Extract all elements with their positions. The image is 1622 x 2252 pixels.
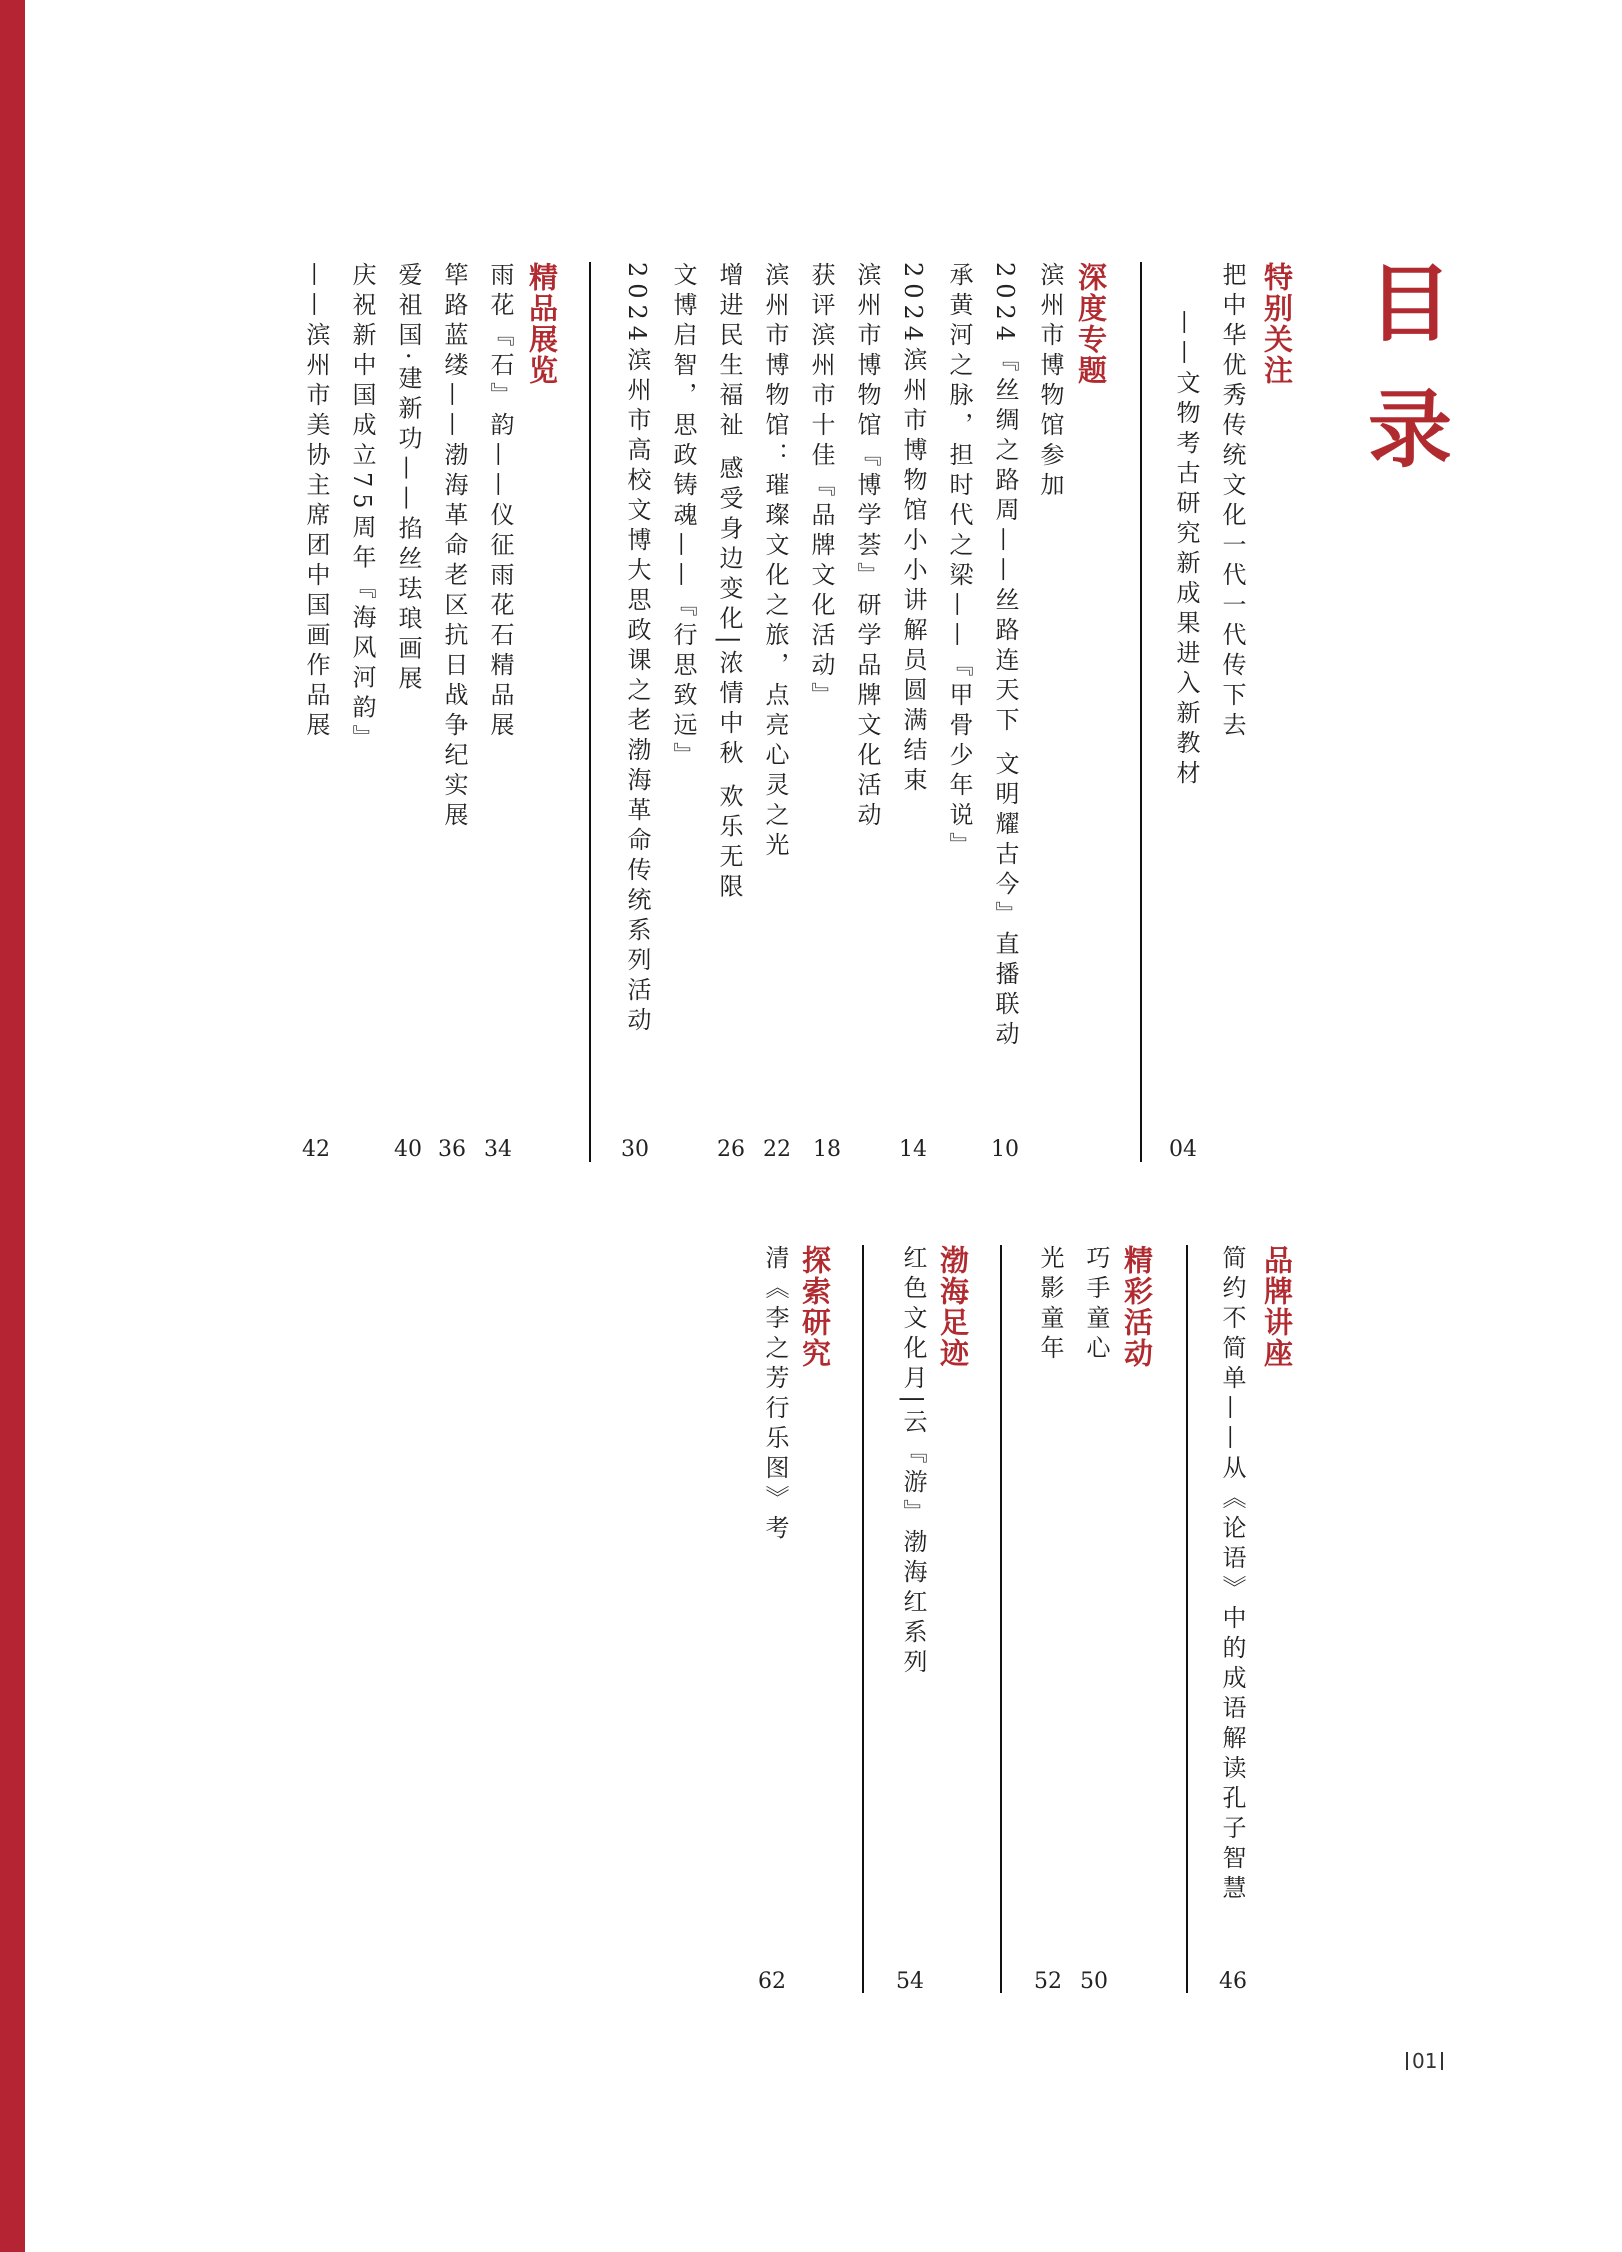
toc-entry-line[interactable]: 巧手童心	[1082, 1245, 1110, 1365]
toc-entry-line[interactable]: 获评滨州市十佳『品牌文化活动』	[807, 262, 835, 712]
toc-entry-line[interactable]: ——文物考古研究新成果进入新教材	[1172, 310, 1200, 790]
toc-entry-line[interactable]: 2024『丝绸之路周——丝路连天下 文明耀古今』直播联动	[991, 262, 1019, 1051]
folio-number: 01	[1412, 2049, 1438, 2073]
page-number[interactable]: 62	[758, 1969, 786, 1994]
section-divider-line	[589, 262, 591, 1162]
toc-entry-line[interactable]: 承黄河之脉，担时代之梁——『甲骨少年说』	[945, 262, 973, 862]
toc-entry-line[interactable]: 2024滨州市高校文博大思政课之老渤海革命传统系列活动	[623, 262, 651, 1038]
page-number[interactable]: 46	[1219, 1969, 1247, 1994]
section-heading-special-focus: 特别关注	[1260, 262, 1294, 386]
page-number[interactable]: 22	[763, 1137, 791, 1162]
section-divider-line	[1186, 1245, 1188, 1993]
section-heading-bohai-footprints: 渤海足迹	[936, 1245, 970, 1369]
page-number[interactable]: 14	[899, 1137, 927, 1162]
toc-entry-line[interactable]: ——滨州市美协主席团中国画作品展	[302, 262, 330, 742]
page-number[interactable]: 30	[621, 1137, 649, 1162]
page-folio	[1402, 2049, 1447, 2073]
page-number[interactable]: 04	[1169, 1137, 1197, 1162]
left-red-border	[0, 0, 25, 2252]
toc-title-char-2: 录	[1368, 380, 1453, 479]
toc-entry-line[interactable]: 光影童年	[1036, 1245, 1064, 1365]
toc-entry-line[interactable]: 滨州市博物馆参加	[1036, 262, 1064, 502]
page-number[interactable]: 54	[896, 1969, 924, 1994]
toc-entry-line[interactable]: 筚路蓝缕——渤海革命老区抗日战争纪实展	[440, 262, 468, 832]
toc-entry-line[interactable]: 清《李之芳行乐图》考	[761, 1245, 789, 1545]
section-heading-in-depth: 深度专题	[1074, 262, 1108, 386]
toc-entry-line[interactable]: 雨花『石』韵——仪征雨花石精品展	[486, 262, 514, 742]
toc-entry-line[interactable]: 滨州市博物馆：璀璨文化之旅，点亮心灵之光	[761, 262, 789, 862]
toc-entry-line[interactable]: 庆祝新中国成立75周年『海风河韵』	[348, 262, 376, 755]
page-number[interactable]: 52	[1034, 1969, 1062, 1994]
page-number[interactable]: 36	[438, 1137, 466, 1162]
page-number[interactable]: 50	[1080, 1969, 1108, 1994]
toc-entry-line[interactable]: 增进民生福祉 感受身边变化|浓情中秋 欢乐无限	[715, 262, 743, 904]
section-heading-activities: 精彩活动	[1120, 1245, 1154, 1369]
page-number[interactable]: 42	[302, 1137, 330, 1162]
page-number[interactable]: 10	[991, 1137, 1019, 1162]
toc-entry-line[interactable]: 红色文化月|云『游』渤海红系列	[899, 1245, 927, 1680]
section-heading-brand-lectures: 品牌讲座	[1260, 1245, 1294, 1369]
toc-entry-line[interactable]: 滨州市博物馆『博学荟』研学品牌文化活动	[853, 262, 881, 832]
section-divider-line	[1140, 262, 1142, 1162]
section-heading-research: 探索研究	[798, 1245, 832, 1369]
toc-title-char-1: 目	[1368, 254, 1453, 353]
section-divider-line	[1000, 1245, 1002, 1993]
toc-entry-line[interactable]: 把中华优秀传统文化一代一代传下去	[1218, 262, 1246, 742]
section-heading-exhibitions: 精品展览	[525, 262, 559, 386]
toc-entry-line[interactable]: 2024滨州市博物馆小小讲解员圆满结束	[899, 262, 927, 798]
page-number[interactable]: 18	[813, 1137, 841, 1162]
page-number[interactable]: 34	[484, 1137, 512, 1162]
toc-entry-line[interactable]: 爱祖国·建新功——掐丝珐琅画展	[394, 262, 422, 696]
toc-entry-line[interactable]: 简约不简单——从《论语》中的成语解读孔子智慧	[1218, 1245, 1246, 1905]
page-number[interactable]: 40	[394, 1137, 422, 1162]
toc-entry-line[interactable]: 文博启智，思政铸魂——『行思致远』	[669, 262, 697, 772]
section-divider-line	[862, 1245, 864, 1993]
page-number[interactable]: 26	[717, 1137, 745, 1162]
